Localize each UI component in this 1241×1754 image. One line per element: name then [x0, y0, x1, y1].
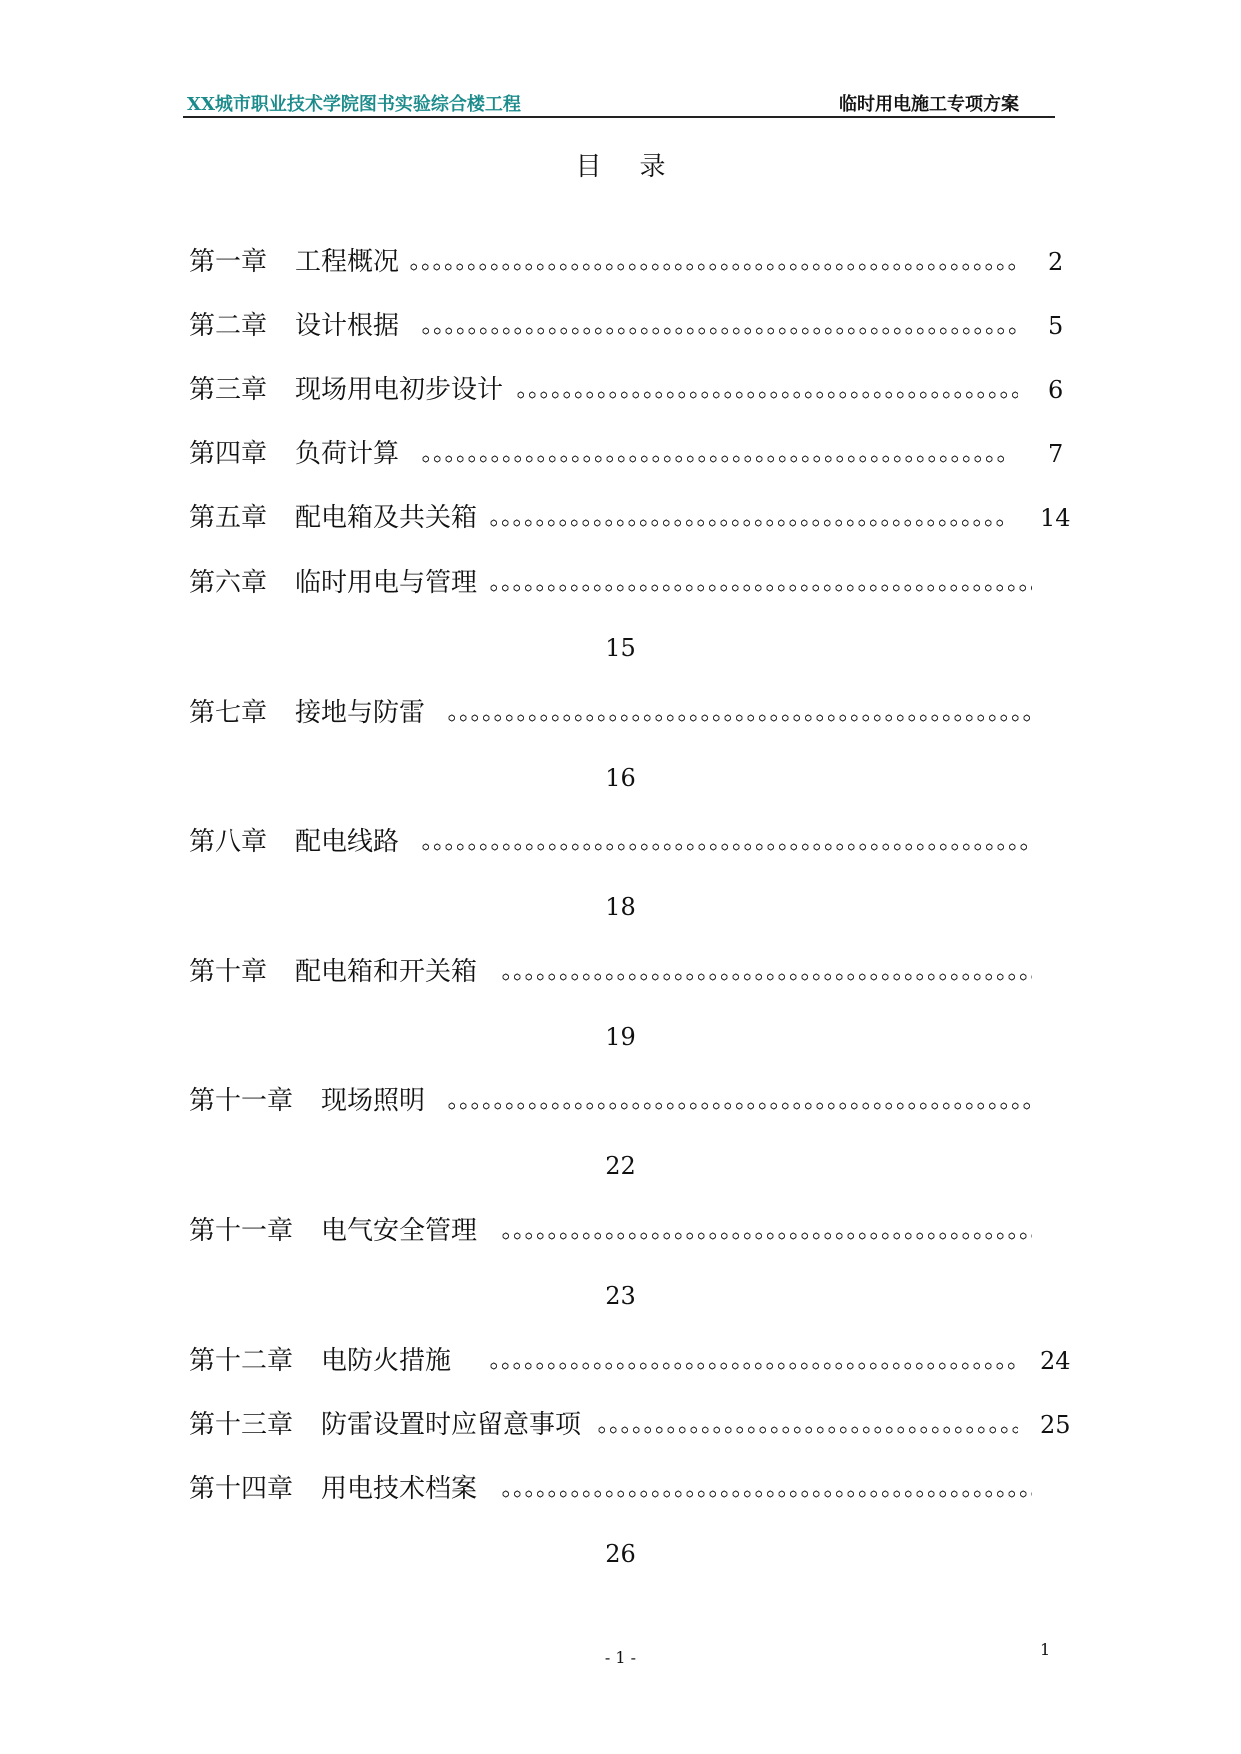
toc-dot-leader	[488, 1361, 1018, 1371]
toc-dot-leader	[446, 1101, 1032, 1111]
toc-entry	[189, 498, 477, 538]
toc-dot-leader	[500, 972, 1032, 982]
toc-page-number: 23	[605, 1282, 636, 1310]
toc-chapter-label: 第三章	[189, 375, 268, 405]
toc-chapter-title: 现场照明	[321, 1086, 426, 1116]
toc-chapter-label: 第十一章	[189, 1086, 294, 1116]
toc-chapter-label: 第八章	[189, 827, 268, 857]
toc-entry	[189, 242, 399, 282]
toc-dot-leader	[420, 326, 1018, 336]
toc-entry	[189, 822, 399, 862]
toc-chapter-title: 用电技术档案	[321, 1474, 478, 1504]
toc-dot-leader	[488, 583, 1032, 593]
toc-chapter-label: 第十三章	[189, 1410, 294, 1440]
toc-chapter-label: 第七章	[189, 698, 268, 728]
toc-dot-leader	[500, 1231, 1032, 1241]
toc-chapter-label: 第十四章	[189, 1474, 294, 1504]
toc-page-number: 6	[1048, 376, 1064, 404]
toc-page-number: 7	[1048, 440, 1064, 468]
toc-dot-leader	[408, 262, 1018, 272]
toc-chapter-title: 工程概况	[295, 247, 400, 277]
toc-entry	[189, 306, 399, 346]
toc-chapter-label: 第十一章	[189, 1216, 294, 1246]
page-header	[183, 86, 1055, 118]
toc-chapter-label: 第十二章	[189, 1346, 294, 1376]
toc-page-number: 14	[1040, 504, 1071, 532]
toc-chapter-label: 第十章	[189, 957, 268, 987]
header-document-type: 临时用电施工专项方案	[839, 94, 1019, 115]
toc-chapter-title: 负荷计算	[295, 439, 400, 469]
toc-entry	[189, 1211, 477, 1251]
toc-entry	[189, 1469, 477, 1509]
toc-entry	[189, 952, 477, 992]
toc-title: 目录	[575, 152, 704, 182]
toc-chapter-title: 接地与防雷	[295, 698, 426, 728]
toc-chapter-title: 电气安全管理	[321, 1216, 478, 1246]
toc-chapter-label: 第二章	[189, 311, 268, 341]
toc-page-number: 2	[1048, 248, 1064, 276]
toc-dot-leader	[420, 454, 1006, 464]
toc-chapter-title: 电防火措施	[321, 1346, 452, 1376]
toc-page-number: 25	[1040, 1411, 1071, 1439]
toc-page-number: 19	[605, 1023, 636, 1051]
toc-chapter-title: 配电箱及共关箱	[295, 503, 478, 533]
toc-chapter-title: 配电线路	[295, 827, 400, 857]
toc-chapter-title: 设计根据	[295, 311, 400, 341]
toc-entry	[189, 1405, 581, 1445]
toc-dot-leader	[515, 390, 1018, 400]
toc-chapter-label: 第一章	[189, 247, 268, 277]
toc-page-number: 18	[605, 893, 636, 921]
footer-page-label: - 1 -	[604, 1648, 637, 1667]
header-project-name: XX城市职业技术学院图书实验综合楼工程	[187, 94, 521, 115]
toc-chapter-label: 第四章	[189, 439, 268, 469]
toc-dot-leader	[596, 1425, 1018, 1435]
toc-chapter-label: 第五章	[189, 503, 268, 533]
toc-entry	[189, 693, 425, 733]
toc-chapter-title: 配电箱和开关箱	[295, 957, 478, 987]
toc-entry	[189, 1081, 425, 1121]
toc-page-number: 26	[605, 1540, 636, 1568]
toc-page-number: 15	[605, 634, 636, 662]
toc-entry	[189, 1341, 451, 1381]
toc-page-number: 22	[605, 1152, 636, 1180]
toc-chapter-label: 第六章	[189, 568, 268, 598]
toc-entry	[189, 563, 477, 603]
toc-chapter-title: 防雷设置时应留意事项	[321, 1410, 582, 1440]
toc-entry	[189, 370, 503, 410]
toc-dot-leader	[420, 842, 1032, 852]
toc-chapter-title: 现场用电初步设计	[295, 375, 504, 405]
toc-chapter-title: 临时用电与管理	[295, 568, 478, 598]
toc-dot-leader	[488, 518, 1006, 528]
toc-page-number: 24	[1040, 1347, 1071, 1375]
toc-dot-leader	[446, 713, 1032, 723]
toc-entry	[189, 434, 399, 474]
corner-page-number: 1	[1040, 1640, 1051, 1659]
toc-page-number: 16	[605, 764, 636, 792]
toc-page-number: 5	[1048, 312, 1064, 340]
toc-dot-leader	[500, 1489, 1032, 1499]
